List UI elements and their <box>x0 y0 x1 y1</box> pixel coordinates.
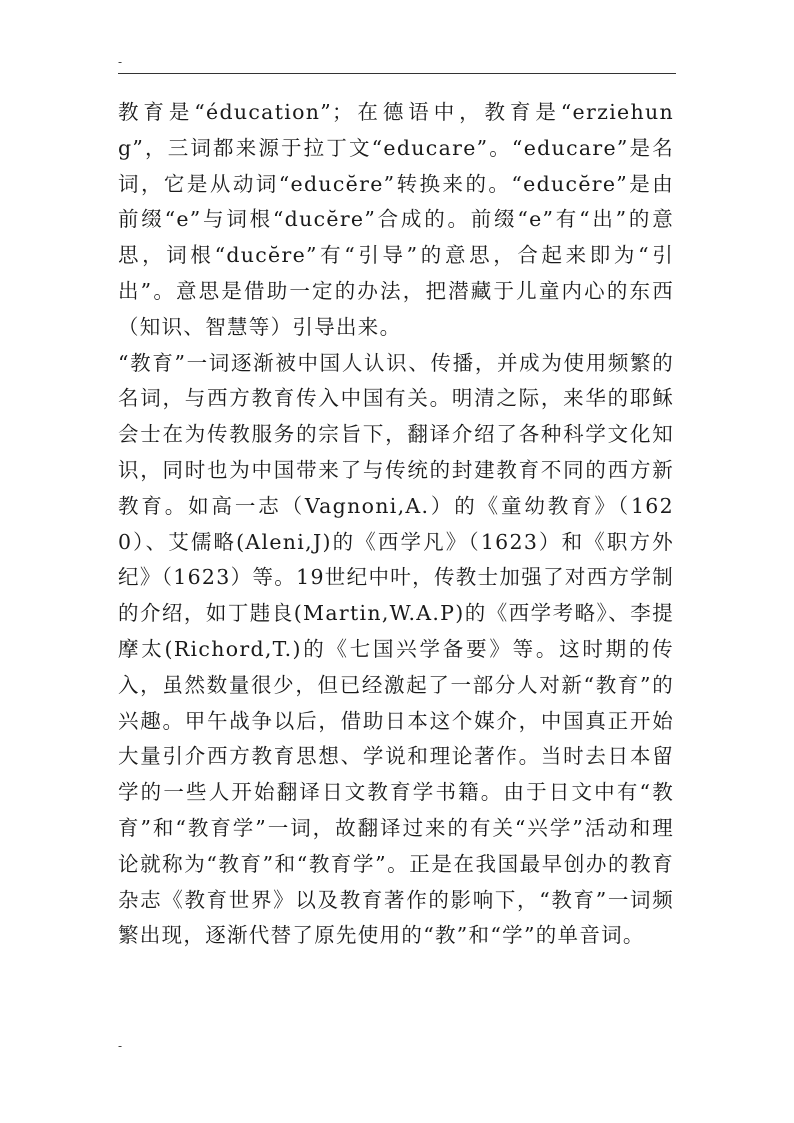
document-body <box>118 95 674 954</box>
footer-page-mark: - <box>118 1039 123 1053</box>
header-rule <box>118 73 676 74</box>
header-page-mark: - <box>118 55 123 69</box>
paragraph-history: “教育”一词逐渐被中国人认识、传播，并成为使用频繁的名词，与西方教育传入中国有关。明清之际，来华的耶稣会士在为传教服务的宗旨下，翻译介绍了各种科学文化知识，同时也为中国带来了与传统的封建教育不同的西方新教育。如高一志（Vagnoni,A.）的《童幼教育》（1620）、艾儒略(Aleni,J)的《西学凡》（1623）和《职方外纪》（1623）等。19世纪中叶，传教士加强了对西方学制的介绍，如丁韪良(Martin,W.A.P)的《西学考略》、李提摩太(Richord,T.)的《七国兴学备要》等。这时期的传入，虽然数量很少，但已经激起了一部分人对新“教育”的兴趣。甲午战争以后，借助日本这个媒介，中国真正开始大量引介西方教育思想、学说和理论著作。当时去日本留学的一些人开始翻译日文教育学书籍。由于日文中有“教育”和“教育学”一词，故翻译过来的有关“兴学”活动和理论就称为“教育”和“教育学”。正是在我国最早创办的教育杂志《教育世界》以及教育著作的影响下，“教育”一词频繁出现，逐渐代替了原先使用的“教”和“学”的单音词。 <box>118 350 674 948</box>
paragraph-etymology: 教育是“éducation”；在德语中，教育是“erziehung”，三词都来源于拉丁文“educare”。“educare”是名词，它是从动词“educĕre”转换来的。“educĕre”是由前缀“e”与词根“ducĕre”合成的。前缀“e”有“出”的意思，词根“ducĕre”有“引导”的意思，合起来即为“引出”。意思是借助一定的办法，把潜藏于儿童内心的东西（知识、智慧等）引导出来。 <box>118 100 674 339</box>
